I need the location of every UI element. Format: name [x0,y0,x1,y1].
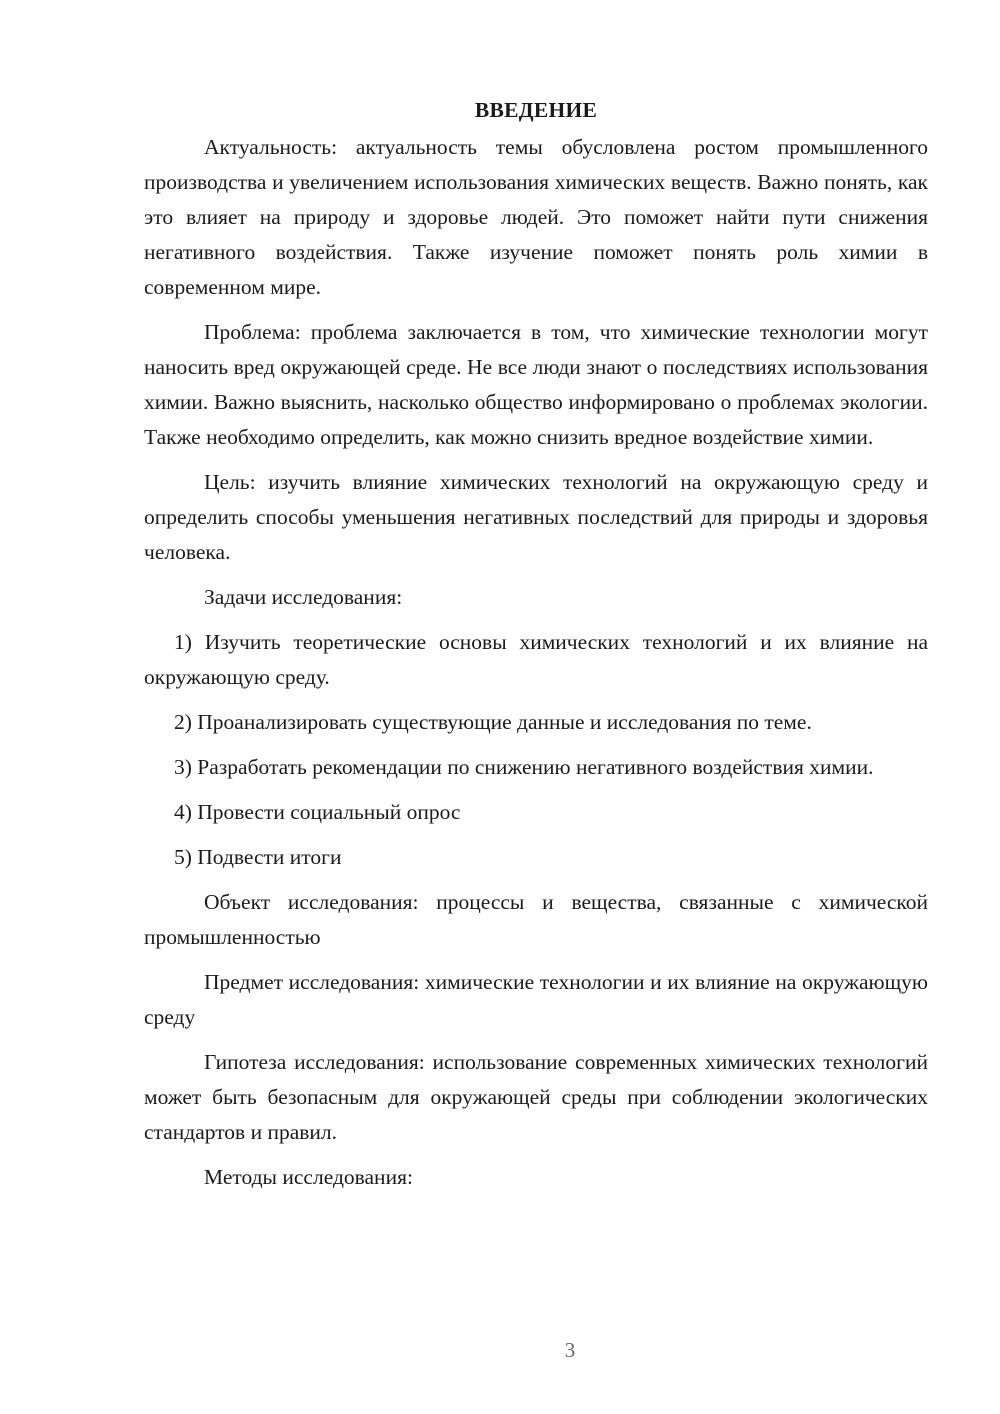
task-item-5: 5) Подвести итоги [174,845,342,869]
page-number: 3 [564,1338,576,1362]
paragraph-relevance: Актуальность: актуальность темы обусловлена ростом промышленного производства и увеличением использования химических веществ. Важно понять, как это влияет на природу и здоровье людей. Это поможет найти пути снижения негативного воздействия. Также изучение поможет понять роль химии в современном мире. [144,135,928,299]
paragraph-problem: Проблема: проблема заключается в том, что химические технологии могут наносить вред окружающей среде. Не все люди знают о последствиях использования химии. Важно выяснить, насколько общество информировано о проблемах экологии. Также необходимо определить, как можно снизить вредное воздействие химии. [144,320,928,449]
task-item-4: 4) Провести социальный опрос [174,800,461,824]
paragraph-goal: Цель: изучить влияние химических технологий на окружающую среду и определить способы уменьшения негативных последствий для природы и здоровья человека. [144,470,928,564]
paragraph-methods: Методы исследования: [204,1165,413,1189]
task-item-3: 3) Разработать рекомендации по снижению негативного воздействия химии. [174,755,874,779]
page-content [144,93,928,1205]
task-item-2: 2) Проанализировать существующие данные и исследования по теме. [174,710,812,734]
paragraph-subject: Предмет исследования: химические технологии и их влияние на окружающую среду [144,970,928,1029]
paragraph-hypothesis: Гипотеза исследования: использование современных химических технологий может быть безопасным для окружающей среды при соблюдении экологических стандартов и правил. [144,1050,928,1144]
paragraph-tasks-heading: Задачи исследования: [204,585,403,609]
task-item-1: 1) Изучить теоретические основы химических технологий и их влияние на окружающую среду. [144,630,928,689]
section-title: ВВЕДЕНИЕ [474,98,598,122]
paragraph-object: Объект исследования: процессы и вещества, связанные с химической промышленностью [144,890,928,949]
